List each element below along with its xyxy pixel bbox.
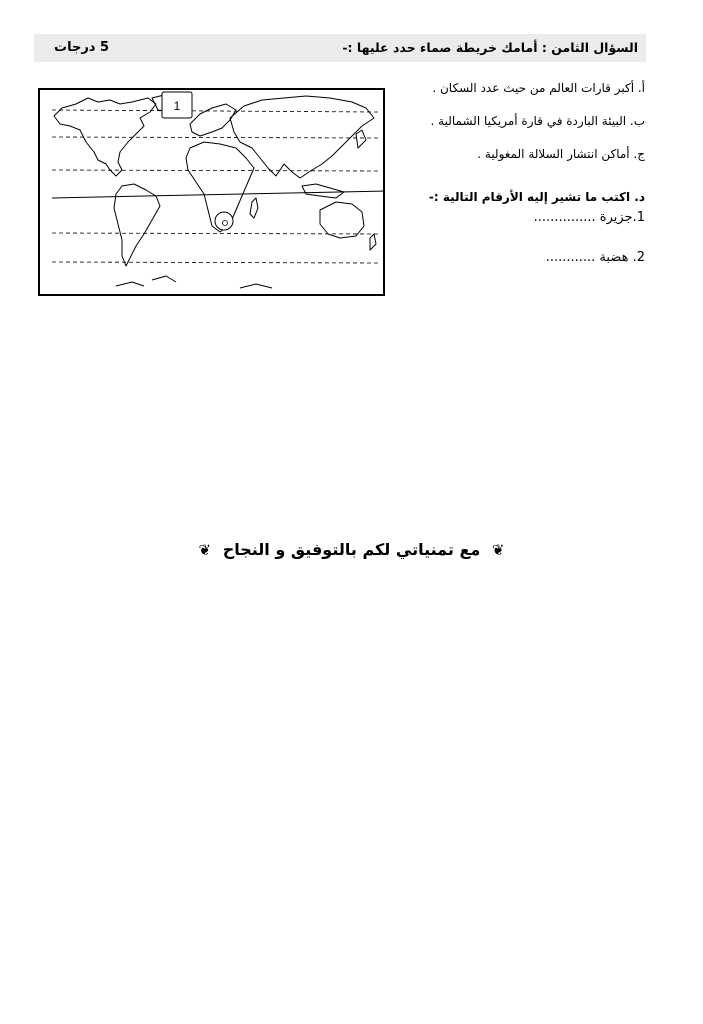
closing-wish	[0, 540, 703, 559]
japan-shape	[356, 130, 366, 148]
marker-1-label: 1	[173, 99, 181, 113]
question-a: أ. أكبر قارات العالم من حيث عدد السكان .	[432, 81, 645, 95]
grade-label: 5 درجات	[54, 40, 110, 55]
blank-world-map	[38, 88, 385, 296]
answer-line-2: 2. هضبة ............	[545, 250, 645, 265]
question-b: ب. البيئة الباردة في قارة أمريكيا الشمالية .	[430, 114, 645, 128]
closing-text: مع تمنياتي لكم بالتوفيق و النجاح	[222, 540, 481, 559]
australia-shape	[320, 202, 364, 238]
question-c: ج. أماكن انتشار السلالة المغولية .	[477, 147, 645, 161]
question-d: د. اكتب ما تشير إليه الأرقام التالية :-	[428, 190, 645, 204]
antarctica-edge	[116, 282, 144, 286]
equator-line	[52, 191, 383, 198]
ornament-left-icon: ❦	[198, 541, 212, 559]
indonesia-shape	[302, 184, 344, 198]
madagascar-shape	[250, 198, 258, 218]
world-map-graphic	[40, 90, 383, 294]
ornament-right-icon: ❦	[491, 541, 505, 559]
europe-shape	[190, 104, 236, 136]
question-title: السؤال الثامن : أمامك خريطة صماء حدد عليها :-	[342, 40, 638, 55]
new-zealand-shape	[370, 234, 376, 250]
answer-line-1: 1.جزيرة ...............	[533, 210, 645, 225]
question-header	[34, 34, 646, 62]
question-list	[395, 80, 645, 289]
